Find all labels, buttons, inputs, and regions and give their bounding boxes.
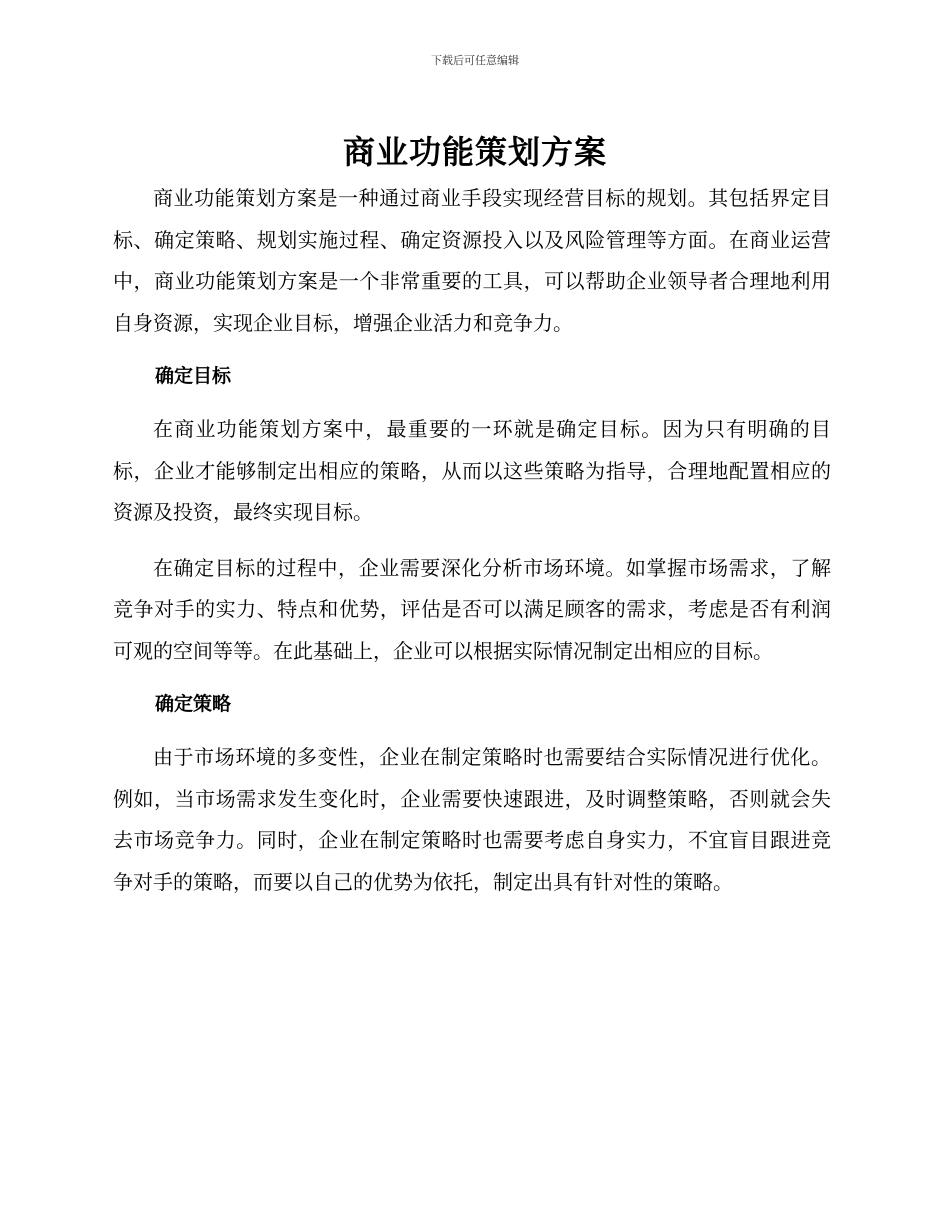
goals-paragraph-1: 在商业功能策划方案中，最重要的一环就是确定目标。因为只有明确的目标，企业才能够制定出相应的策略，从而以这些策略为指导，合理地配置相应的资源及投资，最终实现目标。 xyxy=(113,417,831,524)
section-heading-strategy: 确定策略 xyxy=(155,693,232,715)
document-body xyxy=(113,178,831,903)
document-title: 商业功能策划方案 xyxy=(342,133,607,171)
spacer xyxy=(113,725,831,737)
spacer xyxy=(113,344,831,356)
spacer xyxy=(113,534,831,548)
section-heading-goals: 确定目标 xyxy=(155,365,232,387)
intro-paragraph: 商业功能策划方案是一种通过商业手段实现经营目标的规划。其包括界定目标、确定策略、规划实施过程、确定资源投入以及风险管理等方面。在商业运营中，商业功能策划方案是一个非常重要的工具，可以帮助企业领导者合理地利用自身资源，实现企业目标，增强企业活力和竞争力。 xyxy=(113,186,831,335)
page-header-note: 下载后可任意编辑 xyxy=(431,54,519,67)
strategy-paragraph-1: 由于市场环境的多变性，企业在制定策略时也需要结合实际情况进行优化。例如，当市场需求发生变化时，企业需要快速跟进，及时调整策略，否则就会失去市场竞争力。同时，企业在制定策略时也需要考虑自身实力，不宜盲目跟进竞争对手的策略，而要以自己的优势为依托，制定出具有针对性的策略。 xyxy=(113,745,831,894)
spacer xyxy=(113,672,831,684)
spacer xyxy=(113,397,831,409)
goals-paragraph-2: 在确定目标的过程中，企业需要深化分析市场环境。如掌握市场需求，了解竞争对手的实力、特点和优势，评估是否可以满足顾客的需求，考虑是否有利润可观的空间等等。在此基础上，企业可以根据实际情况制定出相应的目标。 xyxy=(113,555,831,663)
